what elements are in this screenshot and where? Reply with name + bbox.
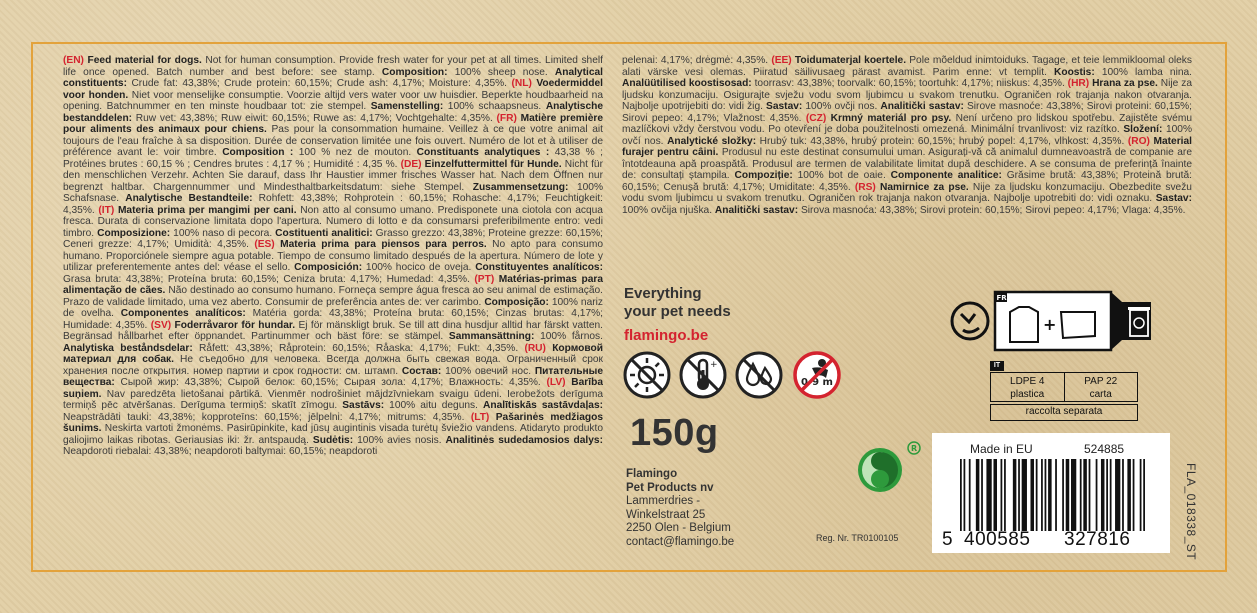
- analysis-text: Sirova masnoća: 43,38%; Sirovi protein: 60,15%; Sirovi pepeo: 4,17%; Vlaga: 4,35%.: [798, 204, 1186, 216]
- description-text: Produsul nu este destinat consumului uman. Asigurați-vă că animalul dumneavoastră de companie are întotdeauna apă proaspătă. Produsul are termen de valabilitate limitat după deschidere. A se consuma de preferință înainte de: consultați ștampila.: [622, 147, 1192, 181]
- no-moisture-icon: [734, 350, 784, 400]
- product-side-code: FLA_018338_ST: [1184, 463, 1198, 561]
- barcode-panel: [932, 433, 1170, 553]
- lang-tag: (EE): [771, 55, 792, 66]
- product-title: Кормовой материал для собак.: [63, 342, 603, 365]
- barcode-bar: [976, 459, 980, 531]
- composition-text: 100% hocico de oveja.: [362, 262, 476, 273]
- product-title: Feed material for dogs.: [87, 55, 202, 66]
- analysis-label: Analytické složky:: [667, 135, 757, 147]
- barcode-bar: [1004, 459, 1006, 531]
- lang-tag: (IT): [98, 204, 115, 216]
- lang-tag: (PT): [474, 273, 495, 285]
- description-text: Niet voor menselijke consumptie. Voorzie altijd vers water voor uw huisdier. Beperkte houdbaarheid na opening. Batchnummer en ten minste houdbaar tot: zie stempel.: [63, 89, 603, 112]
- ean-left-group: 400585: [964, 529, 1031, 550]
- analysis-label: Analitički sastav:: [714, 204, 799, 216]
- composition-label: Zusammensetzung:: [472, 181, 569, 193]
- analysis-text: 43,38 % ; Protéines brutes : 60,15 % ; Cendres brutes : 4,17 % ; Humidité : 4,35 %.: [63, 147, 603, 170]
- barcode-bar: [1013, 459, 1017, 531]
- city-line: 2250 Olen - Belgium: [626, 522, 731, 534]
- slogan-line-2: your pet needs: [624, 303, 731, 320]
- barcode-bar: [1022, 459, 1027, 531]
- analysis-label: Питательные вещества:: [63, 365, 603, 388]
- product-title: Barība suņiem.: [63, 377, 603, 400]
- analysis-label: Analytische bestanddelen:: [63, 101, 603, 124]
- composition-text: 100% schaapsneus.: [443, 101, 546, 112]
- barcode-bar: [1066, 459, 1070, 531]
- lang-tag: (CZ): [805, 112, 827, 124]
- analysis-text: Grasso grezzo: 43,38%; Proteine grezze: 60,15%; Ceneri grezze: 4,17%; Umidità: 4,35%.: [63, 227, 603, 250]
- made-in-label: Made in EU: [970, 442, 1033, 456]
- svg-text:R: R: [911, 444, 918, 453]
- barcode-bar: [981, 459, 983, 531]
- description-text: Não destinado ao consumo humano. Forneça sempre água fresca ao seu animal de estimação. Prazo de validade limitado, uma vez aberto. Consumir de preferência antes de: ver carimbo.: [63, 285, 603, 308]
- lang-tag: (EN): [63, 55, 84, 66]
- description-text: Non atto al consumo umano. Predisponete una ciotola con acqua fresca. Durata di conservazione limitata dopo l'apertura. Numero di lotto e da consumarsi preferibilmente entro: vedi timbro.: [63, 204, 603, 239]
- care-icons: [622, 350, 852, 405]
- lang-tag: (DE): [400, 158, 422, 170]
- analysis-label: Constituyentes analíticos:: [475, 262, 603, 273]
- article-code: 524885: [1084, 442, 1125, 456]
- barcode-bar: [1143, 459, 1145, 531]
- lang-tag: (RS): [854, 181, 876, 193]
- composition-label: Sastav:: [1155, 193, 1192, 204]
- lang-tag: (NL): [511, 78, 532, 89]
- analysis-text: Neapstrādāti tauki: 43,38%; kopproteīns: 60,15%; jēlpelni: 4,17%; mitrums: 4,35%.: [63, 411, 471, 423]
- composition-label: Sudėtis:: [312, 434, 354, 446]
- barcode-bar: [1030, 459, 1034, 531]
- multilingual-text-column-2: [622, 55, 1192, 260]
- barcode-bar: [1055, 459, 1057, 531]
- analysis-text: Grăsime brută: 43,38%; Proteină brută: 60,15%; Cenușă brută: 4,17%; Umiditate: 4,35%.: [622, 170, 1192, 193]
- product-title: Foderråvaror för hundar.: [174, 319, 296, 331]
- company-name-line-1: Flamingo: [626, 468, 678, 480]
- barcode-bar: [1115, 459, 1120, 531]
- multilingual-text-column-1: [63, 55, 603, 545]
- barcode-bar: [1089, 459, 1091, 531]
- product-title: Hrana za pse.: [1092, 78, 1158, 89]
- product-title: Materia prima per mangimi per cani.: [117, 204, 297, 216]
- composition-text: 100% nariz de ovelha.: [63, 296, 603, 319]
- product-title: Materia prima para piensos para perros.: [280, 239, 487, 250]
- description-text: pelenai: 4,17%; drėgmė: 4,35%.: [622, 55, 772, 66]
- fr-tag: FR: [996, 294, 1007, 302]
- it-recycling-info: [990, 361, 1138, 423]
- analysis-text: Grasa bruta: 43,38%; Proteína bruta: 60,15%; Ceniza bruta: 4,17%; Humedad: 4,35%.: [63, 273, 475, 285]
- barcode-bar: [1080, 459, 1082, 531]
- analysis-label: Analüütilised koostisosad:: [622, 78, 752, 89]
- composition-text: 100% ovčija njuška.: [622, 204, 715, 216]
- barcode-bars: [960, 459, 1145, 531]
- it-tag: IT: [990, 361, 1004, 371]
- material-code: LDPE 4: [1010, 376, 1045, 387]
- description-text: Neskirta vartoti žmonėms. Pasirūpinkite, kad jūsų augintinis visada turėtų šviežio vandens. Atidaryto produkto galiojimo laikas ribotas. Geriausias iki: žr. antspaudą.: [63, 423, 603, 446]
- analysis-label: Componentes analíticos:: [120, 308, 246, 319]
- description-text: Не съедобно для человека. Всегда должна быть свежая вода. Ограниченный срок хранения после открытия. номер партии и срок годности: см. штамп.: [63, 354, 603, 377]
- lang-tag: (SV): [150, 319, 172, 331]
- analysis-text: Сырой жир: 43,38%; Сырой белок: 60,15%; Сырая зола: 4,17%; Влажность: 4,35%.: [114, 377, 547, 388]
- lang-tag: (ES): [254, 239, 275, 250]
- composition-text: 100% ovčí nos.: [622, 124, 1192, 147]
- composition-label: Composition:: [381, 66, 448, 78]
- composition-text: 100% fårnos.: [534, 331, 603, 342]
- product-title: Matière première pour aliments des animaux pour chiens.: [63, 112, 603, 135]
- composition-text: 100% lamba nina.: [1094, 66, 1192, 78]
- composition-text: 100% Schafsnase.: [63, 181, 603, 204]
- barcode-bar: [964, 459, 966, 531]
- description-text: Pole mõeldud inimtoiduks. Tagage, et teie lemmikloomal oleks alati värske vesi olemas. Piiratud säilivusaeg pärast avamist. Parim enne: vt templit.: [622, 55, 1192, 78]
- product-title: Toidumaterjal koertele.: [794, 55, 907, 66]
- analysis-text: Hrubý tuk: 43,38%, hrubý protein: 60,15%; hrubý popel: 4,17%, vlhkost: 4,35%.: [756, 135, 1128, 147]
- company-name-line-2: Pet Products nv: [626, 481, 714, 494]
- barcode-bar: [1036, 459, 1038, 531]
- product-title: Pašarinės medžiagos šunims.: [63, 411, 603, 434]
- barcode-bar: [1045, 459, 1047, 531]
- analysis-label: Analītiskās sastāvdaļas:: [483, 400, 603, 411]
- composition-label: Sastav:: [766, 101, 803, 112]
- analysis-label: Analitički sastav:: [880, 101, 964, 112]
- composition-label: Složení:: [1123, 124, 1163, 135]
- temperature-icon: [678, 350, 728, 400]
- registration-number: Reg. Nr. TR0100105: [816, 533, 899, 543]
- product-title: Einzelfuttermittel für Hunde.: [424, 158, 562, 170]
- barcode-bar: [986, 459, 991, 531]
- composition-text: 100% ovčji nos.: [802, 101, 881, 112]
- material-codes: [990, 372, 1138, 402]
- description-text: Nije za ljudsku konzumaciju. Obezbedite svežu vodu svom ljubimcu u svakom trenutku. Ograničen rok trajanja nakon otvaranja. Najbolje upotrebiti do: vidi oznaku.: [622, 181, 1192, 204]
- barcode-bar: [1083, 459, 1087, 531]
- composition-label: Composición:: [294, 262, 363, 273]
- analysis-label: Constituants analytiques :: [416, 147, 550, 158]
- description-text: Nije za ljudsku konzumaciju. Osigurajte svježu vodu svom ljubimcu u svakom trenutku. Ograničen rok trajanja nakon otvaranja. Najbolje upotrijebiti do: vidi žig.: [622, 78, 1192, 112]
- barcode-bar: [1101, 459, 1105, 531]
- lang-tag: (HR): [1067, 78, 1090, 89]
- description-text: Nav paredzēta lietošanai pārtikā. Vienmēr nodrošiniet mājdzīvniekam svaigu ūdeni. Ierobežots derīguma termiņš pēc atvēršanas. Derīguma termiņš: skatīt zīmogu.: [63, 388, 603, 411]
- analysis-text: Sirove masnoće: 43,38%; Sirovi proteini: 60,15%; Sirovi pepeo: 4,17%; Vlažnost: 4,35%.: [622, 101, 1192, 124]
- separate-collection-note: raccolta separata: [990, 404, 1138, 421]
- composition-label: Composizione:: [97, 227, 171, 239]
- product-title: Voedermiddel voor honden.: [63, 78, 603, 101]
- analysis-label: Analytische Bestandteile:: [125, 193, 253, 204]
- analysis-label: Analytical constituents:: [63, 66, 603, 89]
- analysis-label: Costituenti analitici:: [275, 227, 373, 239]
- analysis-text: toorrasv: 43,38%; toorvalk: 60,15%; toortuhk: 4,17%; niiskus: 4,35%.: [751, 78, 1068, 89]
- svg-text:+: +: [1043, 315, 1057, 334]
- composition-label: Composição:: [484, 296, 549, 308]
- barcode-bar: [1106, 459, 1108, 531]
- composition-label: Composition :: [222, 147, 294, 158]
- barcode-bar: [960, 459, 962, 531]
- lang-tag: (FR): [496, 112, 517, 124]
- age-warning-text: 0-9 m: [801, 377, 833, 388]
- description-text: Not for human consumption. Provide fresh water for your pet at all times. Limited shelf life once opened. Batch number and best before: see stamp.: [63, 55, 603, 78]
- barcode-bar: [993, 459, 997, 531]
- barcode-bar: [1096, 459, 1098, 531]
- svg-text:+: +: [710, 360, 718, 370]
- triman-recycling-icon: [945, 290, 1165, 352]
- description-text: Ej för mänskligt bruk. Se till att dina husdjur alltid har färskt vatten. Begränsad hållbarhet efter öppnandet. Partinummer och bäst före: se stämpel.: [63, 319, 603, 342]
- material-name: plastica: [1010, 389, 1045, 400]
- street-line-2: Winkelstraat 25: [626, 508, 706, 521]
- ean-right-group: 327816: [1064, 529, 1131, 550]
- slogan: [624, 285, 824, 321]
- analysis-text: Neapdoroti riebalai: 43,38%; neapdoroti baltymai: 60,15%; neapdoroti: [63, 446, 378, 457]
- composition-label: Состав:: [401, 365, 442, 377]
- lang-tag: (RU): [524, 342, 546, 354]
- material-code-paper: [1065, 372, 1139, 402]
- composition-text: 100% bot de oaie.: [792, 170, 891, 181]
- lang-tag: (LT): [470, 411, 490, 423]
- product-title: Matérias-primas para alimentação de cães.: [63, 273, 603, 296]
- description-text: Nicht für den menschlichen Verzehr. Achten Sie darauf, dass Ihr Haustier immer frisches Wasser hat. Nach dem Öffnen nur begrenzt haltbar. Chargennummer und Mindesthaltbarkeitsdatum: siehe Stempel.: [63, 158, 603, 193]
- description-text: No apto para consumo humano. Proporciónele siempre agua potable. Tiempo de consumo limitado después de la apertura. Número de lote y utilizar preferentemente antes del: véase el sello.: [63, 239, 603, 273]
- green-dot-icon: [852, 440, 924, 492]
- analysis-text: Råfett: 43,38%; Råprotein: 60,15%; Råaska: 4,17%; Fukt: 4,35%.: [192, 342, 525, 354]
- barcode-bar: [1041, 459, 1043, 531]
- barcode-bar: [1062, 459, 1064, 531]
- no-sun-icon: [622, 350, 672, 400]
- analysis-text: Ruw vet: 43,38%; Ruw eiwit: 60,15%; Ruwe as: 4,17%; Vochtgehalte: 4,35%.: [132, 112, 497, 124]
- contact-email: contact@flamingo.be: [626, 535, 735, 548]
- barcode-bar: [1140, 459, 1142, 531]
- composition-label: Sastāvs:: [342, 400, 385, 411]
- website-url: flamingo.be: [624, 327, 709, 344]
- composition-text: 100% sheep nose.: [447, 66, 555, 78]
- ean-prefix: 5: [942, 529, 954, 550]
- lang-tag: (LV): [546, 377, 566, 388]
- composition-label: Compoziție:: [734, 170, 793, 181]
- barcode-bar: [1071, 459, 1076, 531]
- barcode-bar: [1122, 459, 1124, 531]
- composition-label: Samenstelling:: [370, 101, 444, 112]
- not-for-children-icon: [792, 350, 842, 400]
- barcode-bar: [1001, 459, 1003, 531]
- material-name: carta: [1089, 389, 1112, 400]
- lang-tag: (RO): [1127, 135, 1150, 147]
- analysis-label: Analytiska beståndsdelar:: [63, 342, 193, 354]
- company-address: [626, 468, 734, 549]
- description-text: Pas pour la consommation humaine. Veillez à ce que votre animal ait toujours de l'eau fraîche à sa disposition. Durée de conservation limitée une fois ouvert. Numéro de lot et à utiliser de préférence avant le: voir timbre.: [63, 124, 603, 158]
- barcode-bar: [1110, 459, 1112, 531]
- barcode-bar: [1127, 459, 1131, 531]
- fr-recycling-info: [945, 290, 1165, 352]
- net-weight: 150g: [630, 412, 719, 454]
- composition-text: 100% avies nosis.: [353, 434, 446, 446]
- composition-label: Koostis:: [1053, 66, 1095, 78]
- barcode-bar: [1048, 459, 1052, 531]
- barcode-bar: [1133, 459, 1135, 531]
- composition-text: 100 % nez de mouton.: [293, 147, 417, 158]
- material-code: PAP 22: [1084, 376, 1118, 387]
- composition-text: 100% naso di pecora.: [170, 227, 276, 239]
- street-line-1: Lammerdries -: [626, 495, 701, 507]
- analysis-text: Matéria gorda: 43,38%; Proteína bruta: 60,15%; Cinzas brutas: 4,17%; Humidade: 4,35%.: [63, 308, 603, 331]
- ean-number: [942, 529, 1131, 551]
- product-title: Krmný materiál pro psy.: [830, 112, 952, 124]
- analysis-label: Analitinės sudedamosios dalys:: [445, 434, 603, 446]
- description-text: Není určeno pro lidskou spotřebu. Zajistěte svému mazlíčkovi vždy čerstvou vodu. Po otevření je doba použitelnosti omezená. Minimální trvanlivost: viz razítko.: [622, 112, 1192, 135]
- material-code-plastic: [990, 372, 1065, 402]
- composition-text: 100% овечий нос.: [441, 365, 535, 377]
- analysis-text: Rohfett: 43,38%; Rohprotein : 60,15%; Rohasche: 4,17%; Feuchtigkeit: 4,35%.: [63, 193, 603, 216]
- composition-label: Sammansättning:: [448, 331, 535, 342]
- barcode-bar: [1018, 459, 1020, 531]
- barcode-bar: [969, 459, 971, 531]
- analysis-text: Crude fat: 43,38%; Crude protein: 60,15%; Crude ash: 4,17%; Moisture: 4,35%.: [126, 78, 512, 89]
- slogan-line-1: Everything: [624, 285, 702, 302]
- composition-text: 100% aitu deguns.: [384, 400, 484, 411]
- analysis-label: Componente analitice:: [890, 170, 1002, 181]
- product-title: Namirnice za pse.: [880, 181, 969, 193]
- product-title: Material furajer pentru câini.: [622, 135, 1192, 158]
